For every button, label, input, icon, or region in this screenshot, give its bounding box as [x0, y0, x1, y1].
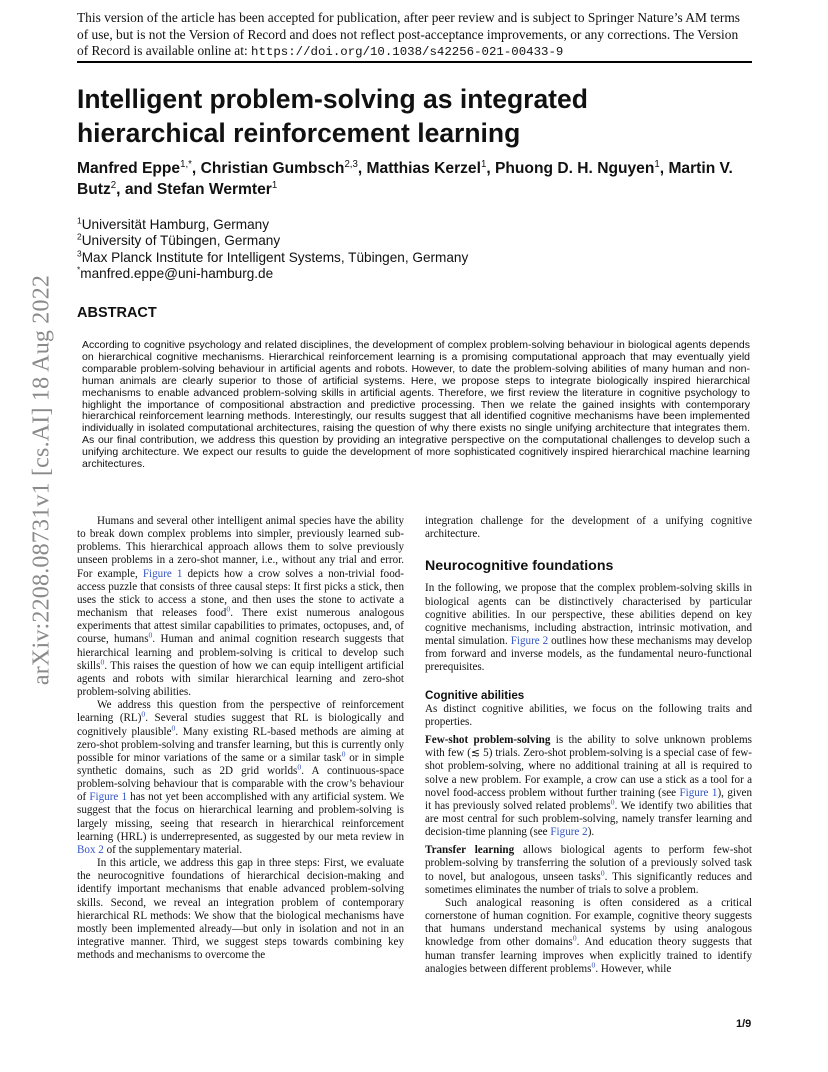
text-run: . This significantly reduces and sometimes eliminates the number of trials to solve a problem. [425, 870, 752, 896]
text-run: . There exist numerous analogous experiments that attest similar capabilities to primates, octopuses, and, of course, humans [77, 607, 405, 646]
author-separator: , [191, 160, 201, 177]
notice-divider [77, 61, 752, 63]
body-paragraph [425, 703, 752, 729]
text-run: or in simple synthetic domains, such as 2D grid worlds [77, 751, 404, 777]
figure-reference-link[interactable]: Figure 1 [679, 786, 718, 799]
body-paragraph [425, 734, 752, 839]
author-affiliation-mark: 1 [480, 158, 487, 170]
citation-link[interactable]: 0 [297, 762, 302, 772]
author-name: Matthias Kerzel [366, 160, 481, 177]
author-separator: , [486, 160, 495, 177]
text-run: ), given it has previously solved related problems [425, 786, 752, 812]
author-separator: , [659, 160, 669, 177]
author-affiliation-mark: 2 [110, 179, 117, 191]
text-run: Humans and several other intelligent animal species have the ability to break down complex problems into simpler, previously learned sub-problems. This hierarchical approach allows them to solve previously unseen problems in a zero-shot manner, i.e., without any trial and error. For example, [77, 515, 404, 580]
body-paragraph [77, 515, 404, 699]
citation-link[interactable]: 0 [100, 657, 105, 667]
author-name: Phuong D. H. Nguyen [494, 160, 655, 177]
text-run: . However, while [595, 962, 672, 975]
title-line-2: hierarchical reinforcement learning [77, 118, 521, 148]
affiliation-line [77, 233, 468, 249]
author-affiliation-mark: 1,* [180, 158, 192, 170]
author-name: Christian Gumbsch [200, 160, 345, 177]
figure-reference-link[interactable]: Figure 2 [510, 635, 549, 648]
affiliation-text: Universität Hamburg, Germany [81, 217, 270, 232]
author-separator: , and [116, 181, 157, 198]
contact-email[interactable]: manfred.eppe@uni-hamburg.de [80, 265, 274, 281]
text-run: has not yet been accomplished with any artificial system. We suggest that the focus on hierarchical learning and problem-solving is largely missing, seeing that research in hierarchical reinforcement learning (HRL) is underrepresented, as suggested by our meta review in [77, 791, 404, 843]
body-paragraph [77, 857, 404, 962]
figure-reference-link[interactable]: Figure 1 [89, 791, 128, 804]
text-run: integration challenge for the development of a unifying cognitive architecture. [425, 515, 752, 541]
citation-link[interactable]: 0 [600, 867, 605, 877]
citation-link[interactable]: 0 [226, 604, 231, 614]
text-run: In this article, we address this gap in three steps: First, we evaluate the neurocognitive foundations of hierarchical decision-making and identify important mechanisms that enable advanced problem-solving skills. Second, we reveal an integration problem of contemporary hierarchical RL methods: We show that the biological mechanisms have mostly been implemented already—but only in isolation and not in an integrative manner. Third, we suggest steps towards combining key methods and mechanisms to overcome the [77, 857, 404, 962]
citation-link[interactable]: 0 [591, 960, 596, 969]
publication-notice [77, 10, 752, 61]
arxiv-watermark: arXiv:2208.08731v1 [cs.AI] 18 Aug 2022 [28, 274, 55, 686]
author-list [77, 158, 757, 200]
subsection-heading: Cognitive abilities [425, 688, 525, 702]
defined-term: Few-shot problem-solving [425, 734, 551, 747]
citation-link[interactable]: 0 [141, 709, 146, 719]
text-run: allows biological agents to perform few-shot problem-solving by transferring the solution of a previously solved task to novel, but analogous, unseen tasks [425, 844, 752, 883]
notice-text: This version of the article has been accepted for publication, after peer review and is subject to Springer Nature’s AM terms of use, but is not the Version of Record and does not reflect post-acceptance improvements, or any corrections. The Version of Record is available online at: [77, 10, 740, 58]
paper-title [77, 82, 757, 150]
body-paragraph [77, 699, 404, 857]
citation-link[interactable]: 0 [171, 722, 176, 732]
text-run: . Human and animal cognition research suggests that hierarchical learning and problem-solving is critical to develop such skills [77, 633, 405, 672]
text-run: . Many existing RL-based methods are aiming at zero-shot problem-solving and transfer learning, but this is currently only possible for minor variations of the same or a similar task [77, 725, 404, 764]
text-run: Such analogical reasoning is often considered as a critical cornerstone of human cognition. For example, cognitive theory suggests that humans understand mechanical systems by using analogous knowledge from other domains [425, 896, 752, 949]
doi-link[interactable]: https://doi.org/10.1038/s42256-021-00433-9 [251, 45, 564, 59]
text-run: . And education theory suggests that human transfer learning improves when explicitly trained to identify analogies between different problems [425, 936, 752, 975]
author-separator: , [357, 160, 367, 177]
text-run: depicts how a crow solves a non-trivial food-access puzzle that consists of three causal steps: It first picks a stick, then uses the stick to access a stone, and then uses the stone to activate a mechanism that releases food [77, 567, 404, 620]
citation-link[interactable]: 0 [610, 797, 615, 807]
affiliation-text: University of Tübingen, Germany [81, 233, 281, 249]
text-run: . We identify two abilities that are most central for such problem-solving, namely transfer learning and decision-time planning (see [425, 799, 752, 839]
text-run: ). [587, 826, 595, 839]
author-name: Stefan Wermter [156, 181, 272, 198]
affiliation-line [77, 266, 468, 282]
text-run: is the ability to solve unknown problems with few (≲ 5) trials. Zero-shot problem-solving is a special case of few-shot problem-solving, where no additional training at all is required to solve a new problem. For example, a crow can use a stick as a tool for a novel food-access problem without further training (see [425, 734, 752, 799]
author-name: Martin V. Butz [77, 160, 733, 198]
figure-reference-link[interactable]: Box 2 [77, 843, 104, 856]
abstract-text: According to cognitive psychology and related disciplines, the development of complex problem-solving behaviour in biological agents depends on hierarchical cognitive mechanisms. Hierarchical reinforcement learning is a promising computational approach that may eventually yield comparable problem-solving behaviour in artificial agents and robots. However, to date the problem-solving abilities of many human and non-human animals are clearly superior to those of artificial systems. Here, we propose steps to integrate biologically inspired hierarchical mechanisms to enable advanced problem-solving skills in artificial agents. Therefore, we first review the literature in cognitive psychology to highlight the importance of compositional abstraction and predictive processing. Then we relate the gained insights with contemporary hierarchical reinforcement learning methods. Interestingly, our results suggest that all identified cognitive mechanisms have been implemented individually in isolated computational architectures, raising the question of why there exists no single unifying architecture that integrates them. As our final contribution, we address this question by providing an integrative perspective on the computational challenges to develop such a unifying architecture. We expect our results to guide the development of more sophisticated cognitively inspired hierarchical machine learning architectures. [82, 339, 750, 471]
body-paragraph [425, 844, 752, 897]
author-affiliation-mark: 1 [654, 158, 660, 170]
author-name: Manfred Eppe [77, 160, 181, 177]
body-paragraph [425, 897, 752, 976]
page-number: 1/9 [736, 1018, 752, 1030]
affiliation-mark: * [77, 264, 81, 275]
right-column [425, 515, 752, 976]
citation-link[interactable]: 0 [341, 749, 346, 759]
author-affiliation-mark: 2,3 [344, 158, 358, 170]
affiliation-mark: 1 [77, 215, 82, 226]
figure-reference-link[interactable]: Figure 2 [550, 826, 588, 839]
body-paragraph [425, 515, 752, 541]
citation-link[interactable]: 0 [572, 933, 577, 943]
abstract-heading: ABSTRACT [77, 305, 157, 321]
section-heading: Neurocognitive foundations [425, 558, 614, 575]
author-affiliation-mark: 1 [271, 179, 278, 191]
defined-term: Transfer learning [425, 844, 515, 857]
affiliation-list [77, 217, 468, 282]
affiliation-mark: 3 [77, 248, 82, 259]
text-run: . Several studies suggest that RL is biologically and cognitively plausible [77, 712, 404, 738]
text-run: In the following, we propose that the complex problem-solving skills in biological agents can be distinctively characterised by particular cognitive abilities. In our perspective, these abilities depend on key cognitive mechanisms, including abstraction, intrinsic motivation, and mental simulation. [425, 582, 752, 648]
text-run: of the supplementary material. [103, 843, 243, 856]
body-paragraph [425, 582, 752, 674]
text-run: . A continuous-space problem-solving behaviour that is comparable with the crow’s behaviour of [77, 764, 405, 804]
citation-link[interactable]: 0 [148, 630, 153, 640]
left-column [77, 515, 404, 962]
affiliation-line [77, 250, 468, 266]
text-run: . This raises the question of how we can equip intelligent artificial agents and robots with similar hierarchical learning and zero-shot problem-solving abilities. [77, 659, 404, 699]
text-run: As distinct cognitive abilities, we focus on the following traits and properties. [425, 702, 752, 728]
affiliation-mark: 2 [77, 231, 82, 242]
affiliation-text: Max Planck Institute for Intelligent Systems, Tübingen, Germany [81, 249, 469, 265]
text-run: We address this question from the perspective of reinforcement learning (RL) [77, 699, 404, 725]
affiliation-line [77, 217, 468, 233]
figure-reference-link[interactable]: Figure 1 [142, 567, 183, 580]
title-line-1: Intelligent problem-solving as integrated [77, 84, 588, 114]
text-run: outlines how these mechanisms may develop from forward and inverse models, as the fundamental neuro-functional prerequisites. [425, 635, 752, 674]
